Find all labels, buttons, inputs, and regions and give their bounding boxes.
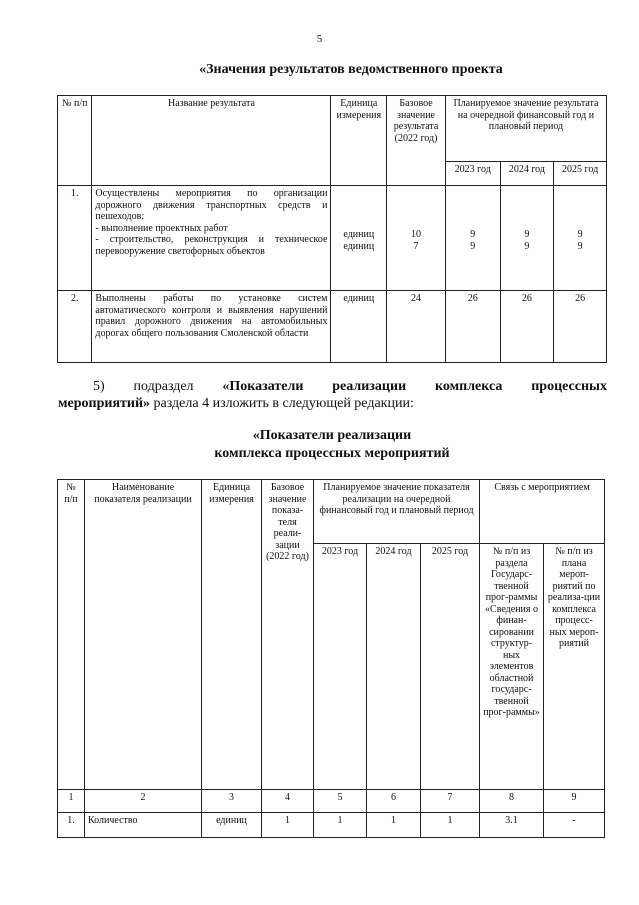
- base-cell: [387, 186, 446, 291]
- base-value: 7: [413, 240, 419, 252]
- t2-header-link: Связь с мероприятием: [480, 480, 605, 544]
- y2023-value: 9: [470, 240, 476, 252]
- t2-header-num: № п/п: [58, 480, 85, 790]
- t1-header-2025: 2025 год: [554, 162, 607, 186]
- t2-header-unit: Единица измерения: [202, 480, 262, 790]
- indicators-table: [57, 479, 605, 838]
- amendment-paragraph: [58, 378, 607, 412]
- para-word: «Показатели: [222, 379, 304, 394]
- result-name: Выполнены работы по установке систем автоматического контроля и выявления нарушений правил дорожного движения на автомобильных дорогах общего пользования Смоленской области: [92, 291, 331, 363]
- y2025-value: 9: [577, 240, 583, 252]
- unit-value: единиц: [343, 240, 375, 252]
- para-word: 5): [93, 379, 105, 394]
- link-gp-value: 3.1: [480, 813, 544, 838]
- row-number: 1.: [58, 813, 85, 838]
- column-numbers-row: [58, 790, 605, 813]
- column-number: 8: [480, 790, 544, 813]
- column-number: 9: [544, 790, 605, 813]
- t1-header-base: Базовое значение результата (2022 год): [387, 96, 446, 186]
- link-plan-value: -: [544, 813, 605, 838]
- t1-header-2023: 2023 год: [445, 162, 500, 186]
- y2024-value: 26: [500, 291, 554, 363]
- y2025-cell: [554, 186, 607, 291]
- column-number: 7: [421, 790, 480, 813]
- table2-title-line2: комплекса процессных мероприятий: [214, 446, 450, 461]
- para-word: процессных: [531, 379, 607, 394]
- para-word: комплекса: [434, 379, 503, 394]
- t1-header-planned: Планируемое значение результата на очередной финансовый год и плановый период: [445, 96, 606, 162]
- t2-header-2025: 2025 год: [421, 544, 480, 790]
- y2025-value: 9: [577, 229, 583, 240]
- table-row: [58, 186, 607, 291]
- t1-header-unit: Единица измерения: [331, 96, 387, 186]
- column-number: 1: [58, 790, 85, 813]
- base-value: 1: [262, 813, 314, 838]
- t1-header-2024: 2024 год: [500, 162, 554, 186]
- page-number: 5: [316, 33, 323, 45]
- column-number: 3: [202, 790, 262, 813]
- y2024-value: 9: [524, 229, 530, 240]
- y2023-value: 26: [445, 291, 500, 363]
- base-value: 24: [387, 291, 446, 363]
- t2-header-planned: Планируемое значение показателя реализации на очередной финансовый год и плановый период: [314, 480, 480, 544]
- table-row: [58, 813, 605, 838]
- y2023-value: 1: [314, 813, 367, 838]
- indicator-name: Количество: [85, 813, 202, 838]
- result-name-line: Осуществлены мероприятия по организации дорожного движения транспортных средств и пешеходов:: [95, 188, 328, 222]
- t2-header-2023: 2023 год: [314, 544, 367, 790]
- unit-value: единиц: [202, 813, 262, 838]
- y2023-value: 9: [470, 229, 476, 240]
- t2-header-link-plan: № п/п из плана мероп-риятий по реализа-ции комплекса процесс-ных мероп-риятий: [544, 544, 605, 790]
- y2025-value: 1: [421, 813, 480, 838]
- column-number: 4: [262, 790, 314, 813]
- row-number: 1.: [58, 186, 92, 291]
- unit-value: единиц: [331, 291, 387, 363]
- t2-header-link-gp: № п/п из раздела Государс-твенной прог-раммы «Сведения о финан-сировании структур-ных элементов областной государс-твенной прог-раммы»: [480, 544, 544, 790]
- y2025-value: 26: [554, 291, 607, 363]
- table2-title-line1: «Показатели реализации: [252, 428, 412, 443]
- t2-header-2024: 2024 год: [367, 544, 421, 790]
- t2-header-name: Наименование показателя реализации: [85, 480, 202, 790]
- column-number: 5: [314, 790, 367, 813]
- results-table: [57, 95, 607, 363]
- result-name-line: - строительство, реконструкция и техническое перевооружение светофорных объектов: [95, 234, 328, 257]
- y2024-value: 1: [367, 813, 421, 838]
- y2024-value: 9: [524, 240, 530, 252]
- table1-title: «Значения результатов ведомственного проекта: [199, 62, 503, 77]
- para-bold-word: мероприятий»: [58, 396, 151, 411]
- t2-header-base: Базовое значение показа-теля реали-зации (2022 год): [262, 480, 314, 790]
- unit-cell: [331, 186, 387, 291]
- y2023-cell: [445, 186, 500, 291]
- para-word: реализации: [332, 379, 407, 394]
- result-name-line: - выполнение проектных работ: [95, 222, 228, 234]
- column-number: 6: [367, 790, 421, 813]
- row-number: 2.: [58, 291, 92, 363]
- column-number: 2: [85, 790, 202, 813]
- base-value: 10: [411, 229, 422, 240]
- t1-header-num: № п/п: [58, 96, 92, 186]
- unit-value: единиц: [343, 229, 375, 240]
- t1-header-name: Название результата: [92, 96, 331, 186]
- table-row: [58, 291, 607, 363]
- y2024-cell: [500, 186, 554, 291]
- para-text: раздела 4 изложить в следующей редакции:: [150, 396, 414, 411]
- result-name: [92, 186, 331, 291]
- para-word: подраздел: [133, 379, 194, 394]
